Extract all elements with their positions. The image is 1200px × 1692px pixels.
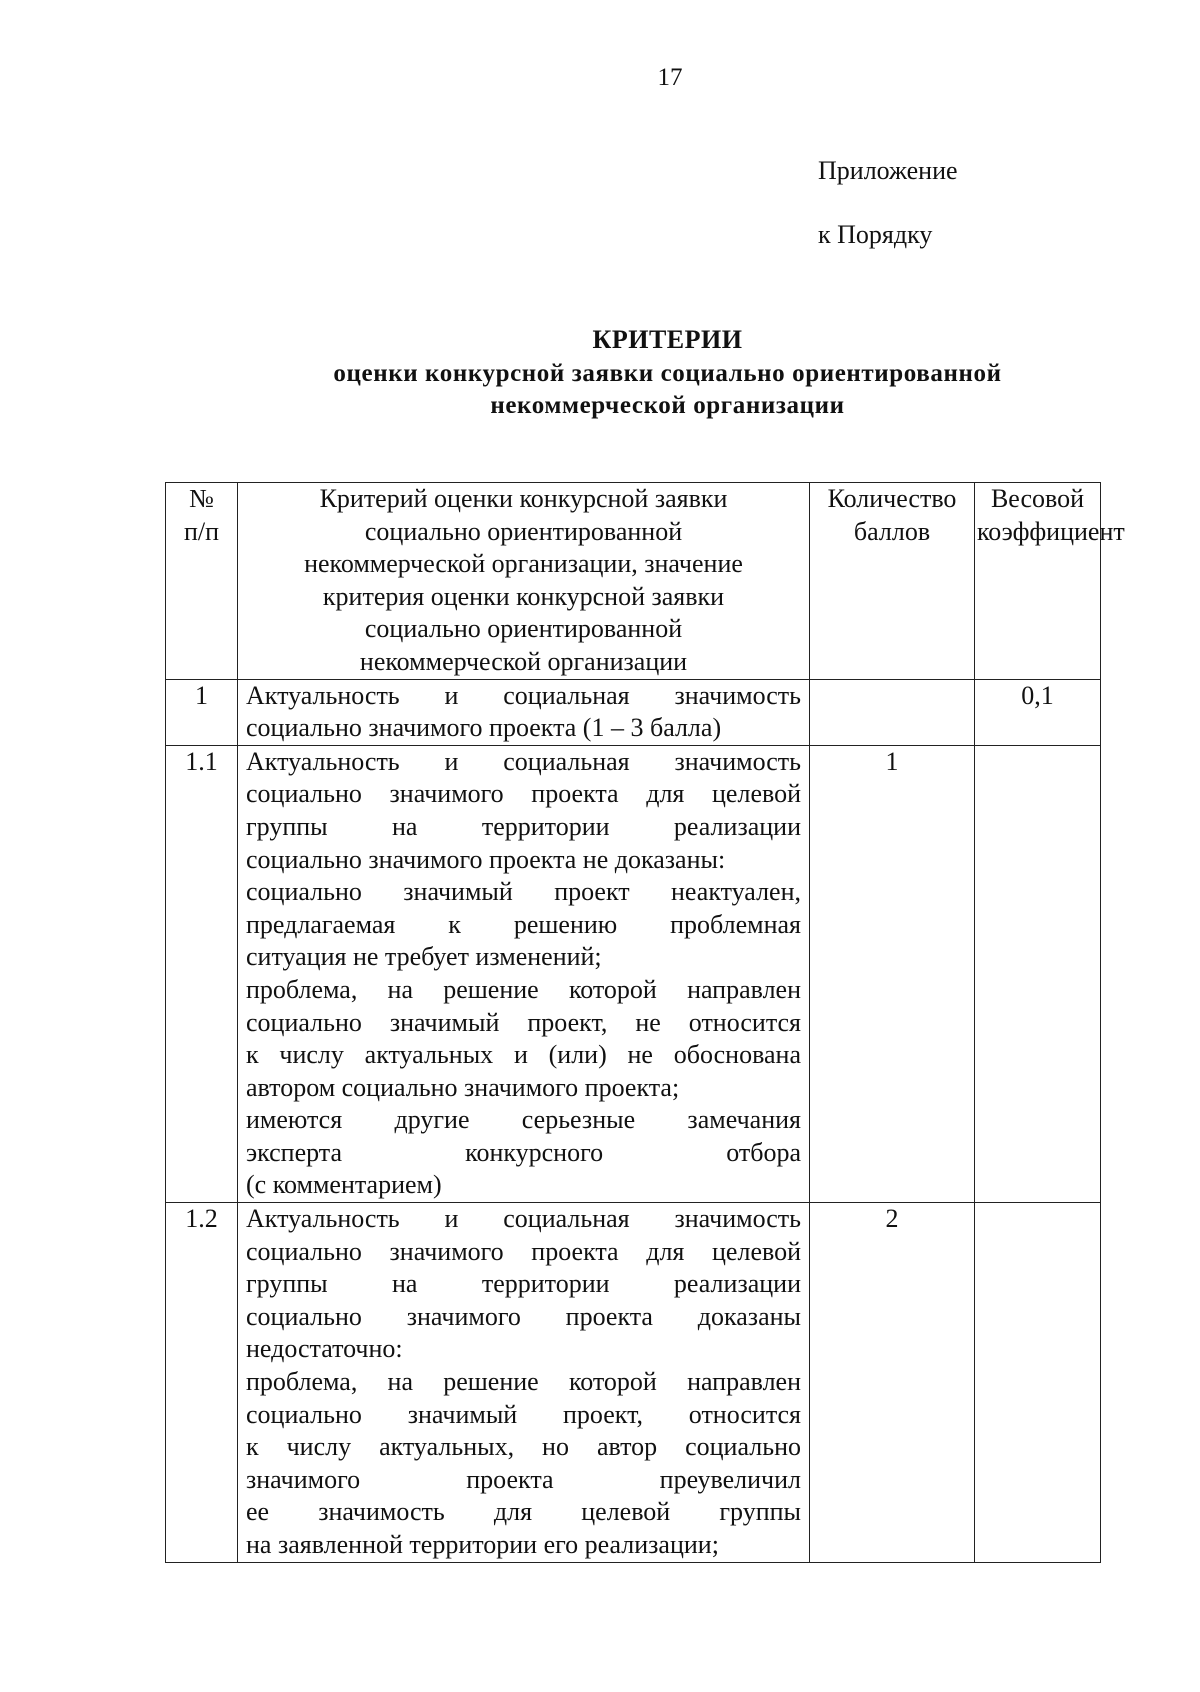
criterion-line: (с комментарием) [246, 1170, 442, 1200]
table-row [166, 679, 1101, 745]
appendix-label: Приложение [818, 156, 958, 185]
criterion-line: Актуальность и социальная значимость [246, 1204, 801, 1234]
criterion-line: проблема, на решение которой направлен [246, 974, 801, 1004]
criterion-line: на заявленной территории его реализации; [246, 1530, 719, 1559]
header-criterion [238, 483, 810, 680]
criterion-line: к числу актуальных, но автор социально [246, 1432, 801, 1462]
header-number-line: п/п [183, 516, 220, 546]
row-points: 1 [810, 745, 975, 1202]
row-points [810, 679, 975, 745]
criterion-line: автором социально значимого проекта; [246, 1072, 680, 1102]
criterion-line: Актуальность и социальная значимость [246, 680, 801, 710]
criteria-table [165, 482, 1125, 1563]
row-criterion [238, 1203, 810, 1563]
row-number: 1 [166, 679, 238, 745]
criterion-line: социально значимого проекта не доказаны: [246, 844, 726, 874]
document-title: КРИТЕРИИ [592, 325, 743, 354]
criterion-line: проблема, на решение которой направлен [246, 1367, 801, 1397]
appendix-reference: к Порядку [818, 220, 933, 249]
header-criterion-line: некоммерческой организации, значение [304, 549, 743, 579]
table-row [166, 1203, 1101, 1563]
criterion-line: группы на территории реализации [246, 811, 801, 841]
header-criterion-line: некоммерческой организации [359, 646, 688, 676]
criterion-line: эксперта конкурсного отбора [246, 1137, 801, 1167]
criterion-line: недостаточно: [246, 1334, 403, 1364]
header-criterion-line: Критерий оценки конкурсной заявки [319, 484, 728, 513]
criterion-line: социально значимого проекта (1 – 3 балла) [246, 713, 722, 743]
header-weight-line: Весовой [990, 484, 1085, 513]
criterion-line: социально значимого проекта для целевой [246, 1236, 801, 1266]
row-number: 1.2 [166, 1203, 238, 1563]
criterion-line: группы на территории реализации [246, 1269, 801, 1299]
criterion-line: социально значимый проект, не относится [246, 1007, 801, 1037]
criterion-line: значимого проекта преувеличил [246, 1464, 801, 1494]
table-header-row [166, 483, 1101, 680]
row-criterion [238, 679, 810, 745]
table-row [166, 745, 1101, 1202]
header-points-line: Количество [827, 484, 957, 513]
criterion-line: предлагаемая к решению проблемная [246, 909, 801, 939]
header-weight [975, 483, 1125, 680]
criterion-line: социально значимого проекта для целевой [246, 779, 801, 809]
document-subtitle [0, 358, 1200, 422]
header-criterion-line: социально ориентированной [364, 614, 683, 644]
header-number [166, 483, 238, 680]
row-number: 1.1 [166, 745, 238, 1202]
criterion-line: к числу актуальных и (или) не обоснована [246, 1040, 801, 1070]
header-points-line: баллов [853, 516, 931, 546]
header-criterion-line: социально ориентированной [364, 516, 683, 546]
subtitle-line: оценки конкурсной заявки социально ориентированной [333, 360, 1002, 387]
row-weight: 0,1 [975, 679, 1101, 745]
criterion-line: ситуация не требует изменений; [246, 942, 602, 972]
criterion-line: социально значимого проекта доказаны [246, 1301, 801, 1331]
criterion-line: Актуальность и социальная значимость [246, 746, 801, 776]
row-weight [975, 1203, 1101, 1563]
criterion-line: ее значимость для целевой группы [246, 1497, 801, 1527]
page-number: 17 [657, 64, 683, 91]
criterion-line: социально значимый проект, относится [246, 1399, 801, 1429]
header-number-line: № [189, 484, 214, 513]
header-criterion-line: критерия оценки конкурсной заявки [322, 581, 725, 611]
criterion-line: социально значимый проект неактуален, [246, 877, 801, 907]
row-weight [975, 745, 1101, 1202]
header-weight-line: коэффициент [977, 516, 1125, 546]
subtitle-line: некоммерческой организации [490, 392, 845, 419]
row-criterion [238, 745, 810, 1202]
row-points: 2 [810, 1203, 975, 1563]
criterion-line: имеются другие серьезные замечания [246, 1105, 801, 1135]
header-points [810, 483, 975, 680]
